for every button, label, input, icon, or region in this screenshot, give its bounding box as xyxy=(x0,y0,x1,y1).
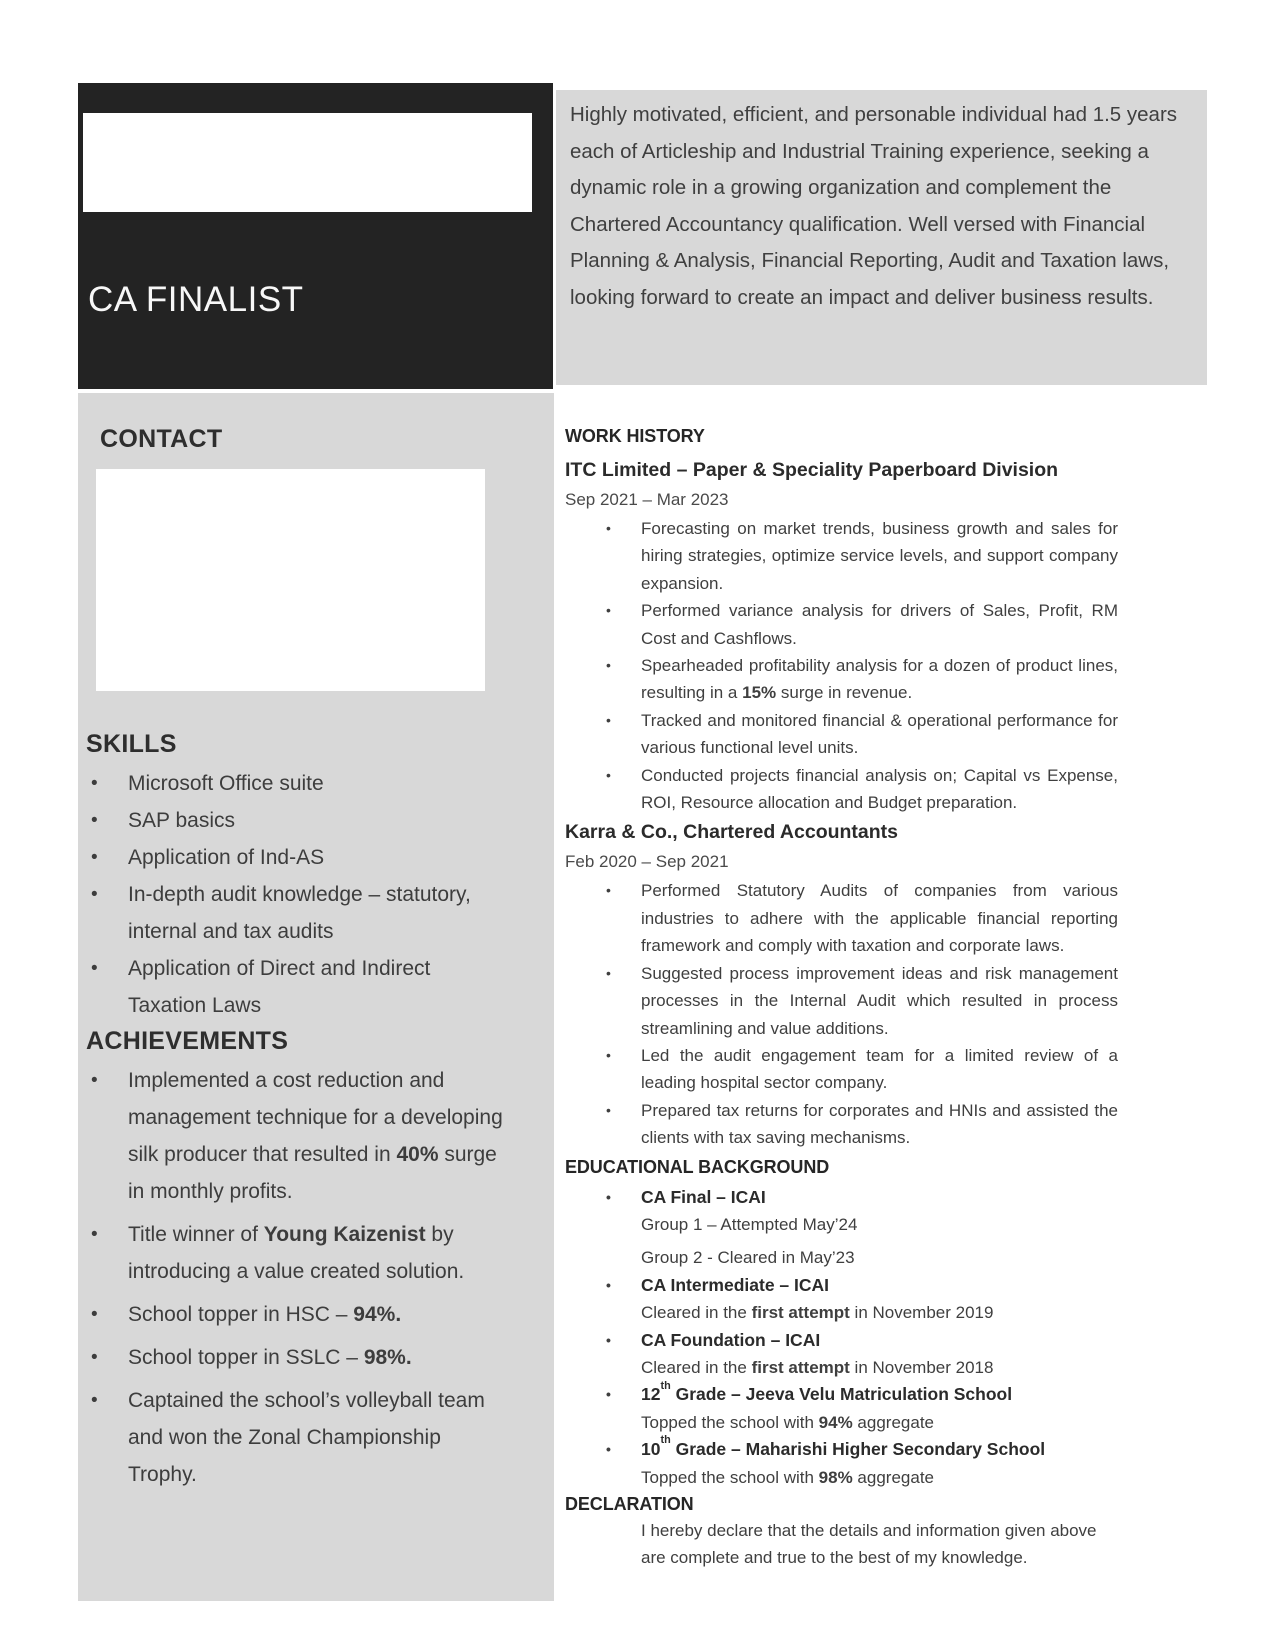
education-item-detail: Topped the school with 94% aggregate xyxy=(641,1412,934,1432)
education-item-title: CA Final – ICAI xyxy=(641,1186,766,1207)
achievement-item-text: Title winner of Young Kaizenist by introducing a value created solution. xyxy=(128,1223,465,1283)
bullet-icon: • xyxy=(606,766,611,783)
job-bullet-list xyxy=(565,515,1118,816)
job-bullet-list xyxy=(565,877,1118,1151)
job-bullet xyxy=(565,762,1118,817)
skill-item xyxy=(78,876,554,950)
job-bullet xyxy=(565,652,1118,707)
bullet-icon: • xyxy=(91,847,98,868)
achievement-item xyxy=(78,1382,554,1493)
bullet-icon: • xyxy=(91,1070,98,1091)
work-history-heading: WORK HISTORY xyxy=(565,426,705,446)
bullet-icon: • xyxy=(606,882,611,899)
declaration-heading: DECLARATION xyxy=(565,1494,694,1514)
header-banner xyxy=(78,83,553,389)
bullet-icon: • xyxy=(606,711,611,728)
achievement-item xyxy=(78,1216,554,1290)
job-bullet-text: Prepared tax returns for corporates and HNIs and assisted the clients with tax saving mechanisms. xyxy=(641,1100,1118,1148)
bullet-icon: • xyxy=(606,657,611,674)
achievement-item-text: School topper in HSC – 94%. xyxy=(128,1303,402,1326)
job-bullet xyxy=(565,597,1118,652)
education-item xyxy=(565,1184,1118,1272)
education-item-title: 12th Grade – Jeeva Velu Matriculation School xyxy=(641,1379,1013,1405)
declaration-text: I hereby declare that the details and information given above are complete and true to the best of my knowledge. xyxy=(641,1521,1097,1568)
bullet-icon: • xyxy=(606,1386,611,1403)
skill-item-text: Application of Ind-AS xyxy=(128,846,325,869)
education-item-title-row xyxy=(565,1436,1118,1463)
sidebar xyxy=(78,393,554,1601)
education-item-title-row xyxy=(565,1184,1118,1211)
bullet-icon: • xyxy=(91,1224,98,1245)
skills-heading: SKILLS xyxy=(86,730,177,758)
job-bullet xyxy=(565,515,1118,597)
skill-item-text: SAP basics xyxy=(128,809,235,832)
skills-list xyxy=(78,765,554,1024)
education-item xyxy=(565,1436,1118,1491)
education-item-detail: Cleared in the first attempt in November 2019 xyxy=(641,1303,994,1323)
contact-redaction-box xyxy=(96,469,485,691)
bullet-icon: • xyxy=(91,773,98,794)
skill-item xyxy=(78,802,554,839)
name-redaction-box xyxy=(83,113,532,212)
education-item-detail: Topped the school with 98% aggregate xyxy=(641,1467,934,1487)
bullet-icon: • xyxy=(606,1276,611,1293)
achievement-item xyxy=(78,1339,554,1376)
education-item-title-row xyxy=(565,1272,1118,1299)
bullet-icon: • xyxy=(606,1331,611,1348)
bullet-icon: • xyxy=(606,1441,611,1458)
education-item-title: 10th Grade – Maharishi Higher Secondary School xyxy=(641,1434,1046,1460)
job-bullet xyxy=(565,960,1118,1042)
bullet-icon: • xyxy=(91,1390,98,1411)
job-dates: Feb 2020 – Sep 2021 xyxy=(565,852,729,872)
role-title: CA FINALIST xyxy=(88,280,304,319)
job-title: ITC Limited – Paper & Speciality Paperboard Division xyxy=(565,459,1059,481)
achievements-heading: ACHIEVEMENTS xyxy=(86,1027,289,1055)
job-bullet-text: Suggested process improvement ideas and risk management processes in the Internal Audit which resulted in process streamlining and value additions. xyxy=(641,963,1118,1038)
main-content xyxy=(565,424,1118,1572)
bullet-icon: • xyxy=(91,1347,98,1368)
job-bullet xyxy=(565,1097,1118,1152)
bullet-icon: • xyxy=(91,958,98,979)
skill-item xyxy=(78,765,554,802)
job-bullet-text: Spearheaded profitability analysis for a dozen of product lines, resulting in a 15% surge in revenue. xyxy=(641,656,1118,703)
education-item-detail: Group 2 - Cleared in May’23 xyxy=(641,1248,855,1268)
education-item-detail: Cleared in the first attempt in November 2018 xyxy=(641,1357,994,1377)
education-item-title: CA Intermediate – ICAI xyxy=(641,1274,830,1295)
skill-item xyxy=(78,839,554,876)
job-bullet-text: Forecasting on market trends, business growth and sales for hiring strategies, optimize service levels, and support company expansion. xyxy=(641,519,1118,593)
education-items xyxy=(565,1184,1118,1491)
education-item xyxy=(565,1381,1118,1436)
job-bullet-text: Performed variance analysis for drivers of Sales, Profit, RM Cost and Cashflows. xyxy=(641,601,1118,648)
job-bullet xyxy=(565,877,1118,959)
job-bullet xyxy=(565,707,1118,762)
bullet-icon: • xyxy=(606,1101,611,1118)
education-item-title-row xyxy=(565,1381,1118,1408)
job-dates: Sep 2021 – Mar 2023 xyxy=(565,490,729,509)
skill-item-text: Microsoft Office suite xyxy=(128,772,324,795)
bullet-icon: • xyxy=(91,1304,98,1325)
summary-text: Highly motivated, efficient, and personable individual had 1.5 years each of Articleship and Industrial Training experience, seeking a dynamic role in a growing organization and complement the Chartered Accountancy qualification. Well versed with Financial Planning & Analysis, Financial Reporting, Audit and Taxation laws, looking forward to create an impact and deliver business results. xyxy=(570,103,1178,309)
job-bullet-text: Performed Statutory Audits of companies from various industries to adhere with the applicable financial reporting framework and comply with taxation and corporate laws. xyxy=(641,881,1118,956)
education-item xyxy=(565,1272,1118,1327)
bullet-icon: • xyxy=(606,602,611,619)
education-item xyxy=(565,1327,1118,1382)
achievement-item xyxy=(78,1062,554,1210)
bullet-icon: • xyxy=(91,884,98,905)
skill-item-text: Application of Direct and Indirect Taxation Laws xyxy=(128,957,431,1017)
job-bullet-text: Conducted projects financial analysis on; Capital vs Expense, ROI, Resource allocation and Budget preparation. xyxy=(641,765,1118,813)
education-item-title-row xyxy=(565,1327,1118,1354)
job-bullet-text: Led the audit engagement team for a limited review of a leading hospital sector company. xyxy=(641,1045,1118,1093)
education-item-detail: Group 1 – Attempted May’24 xyxy=(641,1214,858,1234)
bullet-icon: • xyxy=(606,1188,611,1205)
job-bullet xyxy=(565,1042,1118,1097)
bullet-icon: • xyxy=(606,1046,611,1063)
contact-heading: CONTACT xyxy=(100,425,223,453)
skill-item-text: In-depth audit knowledge – statutory, internal and tax audits xyxy=(128,883,471,943)
work-history-jobs xyxy=(565,457,1118,1152)
bullet-icon: • xyxy=(91,810,98,831)
job-title: Karra & Co., Chartered Accountants xyxy=(565,821,899,844)
job-bullet-text: Tracked and monitored financial & operational performance for various functional level units. xyxy=(641,710,1118,758)
achievements-list xyxy=(78,1062,554,1493)
achievement-item-text: Implemented a cost reduction and management technique for a developing silk producer that resulted in 40% surge in monthly profits. xyxy=(128,1069,503,1203)
achievement-item-text: Captained the school’s volleyball team and won the Zonal Championship Trophy. xyxy=(128,1389,485,1486)
skill-item xyxy=(78,950,554,1024)
achievement-item xyxy=(78,1296,554,1333)
summary-section xyxy=(556,90,1207,385)
education-heading: EDUCATIONAL BACKGROUND xyxy=(565,1156,830,1177)
education-item-title: CA Foundation – ICAI xyxy=(641,1329,821,1350)
bullet-icon: • xyxy=(606,520,611,536)
bullet-icon: • xyxy=(606,964,611,981)
achievement-item-text: School topper in SSLC – 98%. xyxy=(128,1346,412,1369)
